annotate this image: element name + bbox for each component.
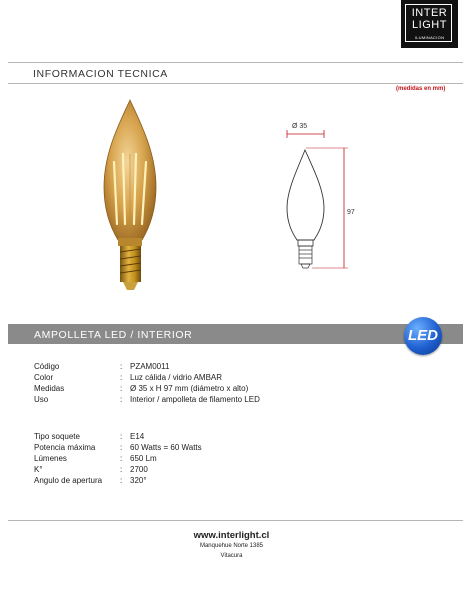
spec-colon: :: [120, 443, 123, 452]
spec-value-color: Luz cálida / vidrio AMBAR: [130, 373, 223, 382]
units-note: (medidas en mm): [396, 86, 446, 92]
spec-value-kelvin: 2700: [130, 465, 148, 474]
spec-value-uso: Interior / ampolleta de filamento LED: [130, 395, 260, 404]
led-badge-text: LED: [408, 327, 438, 344]
spec-value-angulo: 320°: [130, 476, 147, 485]
category-title: AMPOLLETA LED / INTERIOR: [34, 329, 193, 341]
led-badge-icon: [404, 317, 442, 355]
spec-colon: :: [120, 395, 123, 404]
footer-city: Vitacura: [220, 553, 243, 559]
spec-colon: :: [120, 476, 123, 485]
bulb-outline: [287, 150, 324, 240]
spec-label-uso: Uso: [34, 395, 49, 404]
spec-value-tipo-soquete: E14: [130, 432, 145, 441]
spec-colon: :: [120, 384, 123, 393]
spec-colon: :: [120, 465, 123, 474]
spec-colon: :: [120, 454, 123, 463]
spec-value-codigo: PZAM0011: [130, 362, 170, 371]
spec-colon: :: [120, 373, 123, 382]
top-divider: [8, 62, 463, 63]
header-divider: [8, 83, 463, 84]
dimension-drawing: [270, 120, 380, 280]
spec-label-lumenes: Lúmenes: [34, 454, 67, 463]
spec-colon: :: [120, 362, 123, 371]
spec-value-medidas: Ø 35 x H 97 mm (diámetro x alto): [130, 384, 249, 393]
brand-logo: [401, 0, 458, 48]
spec-label-potencia: Potencia máxima: [34, 443, 96, 452]
spec-label-angulo: Angulo de apertura: [34, 476, 103, 485]
logo-line-3: ILUMINACION: [414, 35, 445, 40]
spec-label-medidas: Medidas: [34, 384, 65, 393]
footer-divider: [8, 520, 463, 521]
logo-line-2: LIGHT: [412, 19, 447, 31]
spec-colon: :: [120, 432, 123, 441]
bulb-photo: [92, 92, 172, 302]
specs-group-2: [0, 432, 463, 492]
diameter-label: Ø 35: [292, 123, 308, 130]
spec-label-codigo: Código: [34, 362, 60, 371]
footer-address: Manquehue Norte 1385: [199, 543, 264, 549]
spec-label-tipo-soquete: Tipo soquete: [34, 432, 80, 441]
footer-url-link[interactable]: www.interlight.cl: [193, 530, 270, 541]
spec-value-potencia: 60 Watts = 60 Watts: [130, 443, 202, 452]
logo-line-1: INTER: [411, 7, 448, 19]
height-label: 97: [347, 209, 355, 216]
section-title: INFORMACION TECNICA: [33, 68, 168, 80]
spec-label-color: Color: [34, 373, 54, 382]
spec-value-lumenes: 650 Lm: [130, 454, 157, 463]
specs-group-1: [0, 362, 463, 412]
spec-label-kelvin: K°: [34, 465, 43, 474]
